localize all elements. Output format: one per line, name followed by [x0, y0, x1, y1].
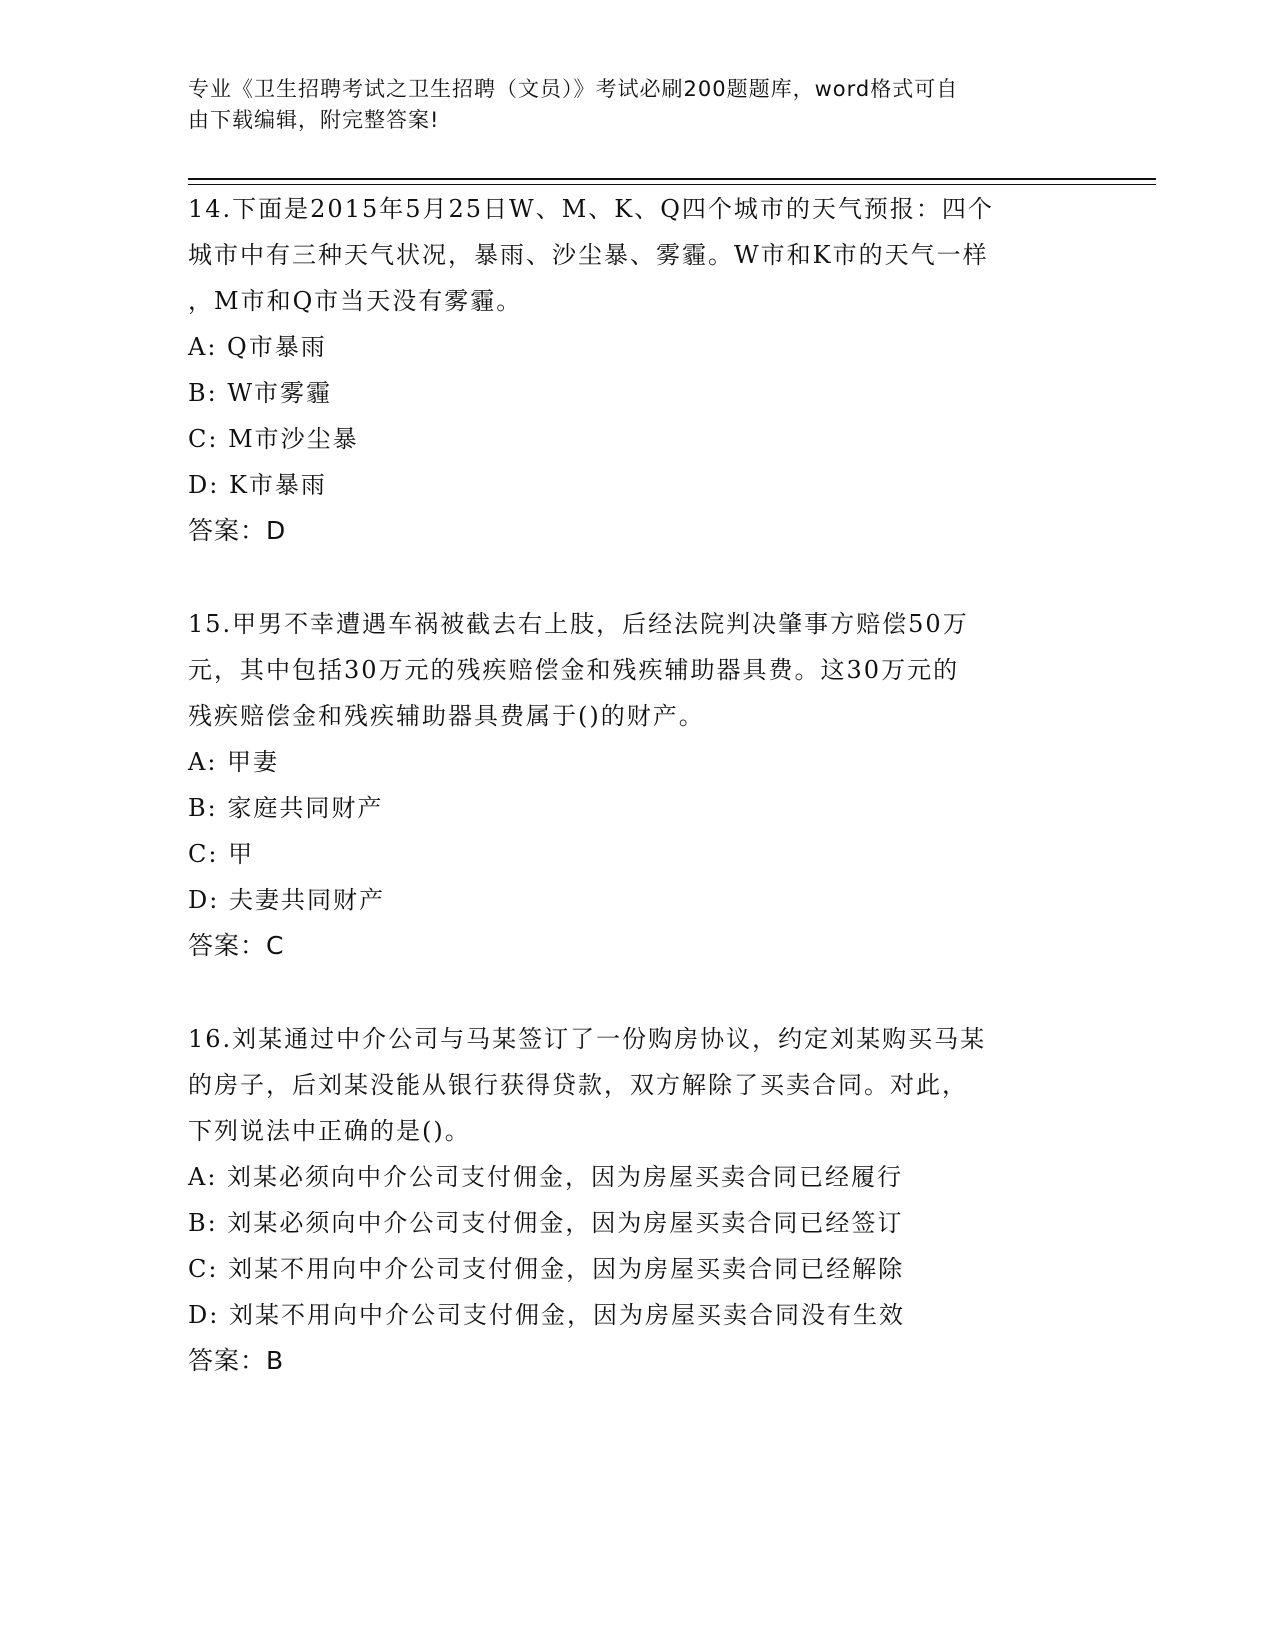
- question-stem-line: ，M市和Q市当天没有雾霾。: [188, 287, 523, 315]
- option-a: A: 甲妻: [188, 748, 280, 776]
- header-divider-thick: [188, 178, 1156, 180]
- header-divider-thin: [188, 184, 1156, 185]
- question-stem-line: 元，其中包括30万元的残疾赔偿金和残疾辅助器具费。这30万元的: [188, 656, 960, 684]
- question-stem-line: 下列说法中正确的是()。: [188, 1117, 471, 1145]
- header-line-2: 由下载编辑，附完整答案!: [188, 108, 440, 132]
- option-d: D: 刘某不用向中介公司支付佣金，因为房屋买卖合同没有生效: [188, 1301, 905, 1329]
- option-b: B: W市雾霾: [188, 379, 333, 407]
- question-15: [188, 601, 1088, 969]
- option-a: A: 刘某必须向中介公司支付佣金，因为房屋买卖合同已经履行: [188, 1163, 904, 1191]
- question-stem-line: 15.甲男不幸遭遇车祸被截去右上肢，后经法院判决肇事方赔偿50万: [188, 610, 969, 638]
- answer: 答案：C: [188, 931, 285, 960]
- answer: 答案：D: [188, 516, 287, 545]
- answer: 答案：B: [188, 1346, 285, 1375]
- question-stem-line: 残疾赔偿金和残疾辅助器具费属于()的财产。: [188, 702, 705, 730]
- question-16: [188, 1016, 1088, 1384]
- option-c: C: 甲: [188, 840, 255, 868]
- document-header: [188, 74, 1068, 136]
- question-stem-line: 16.刘某通过中介公司与马某签订了一份购房协议，约定刘某购买马某: [188, 1025, 987, 1053]
- question-14: [188, 186, 1088, 554]
- option-c: C: 刘某不用向中介公司支付佣金，因为房屋买卖合同已经解除: [188, 1255, 905, 1283]
- option-a: A: Q市暴雨: [188, 333, 327, 361]
- question-stem-line: 14.下面是2015年5月25日W、M、K、Q四个城市的天气预报：四个: [188, 195, 994, 223]
- option-b: B: 家庭共同财产: [188, 794, 384, 822]
- header-line-1: 专业《卫生招聘考试之卫生招聘（文员）》考试必刷200题题库，word格式可自: [188, 77, 959, 101]
- question-stem-line: 的房子，后刘某没能从银行获得贷款，双方解除了买卖合同。对此，: [188, 1071, 968, 1099]
- option-d: D: K市暴雨: [188, 471, 327, 499]
- option-d: D: 夫妻共同财产: [188, 886, 385, 914]
- option-c: C: M市沙尘暴: [188, 425, 359, 453]
- option-b: B: 刘某必须向中介公司支付佣金，因为房屋买卖合同已经签订: [188, 1209, 904, 1237]
- question-stem-line: 城市中有三种天气状况，暴雨、沙尘暴、雾霾。W市和K市的天气一样: [188, 241, 989, 269]
